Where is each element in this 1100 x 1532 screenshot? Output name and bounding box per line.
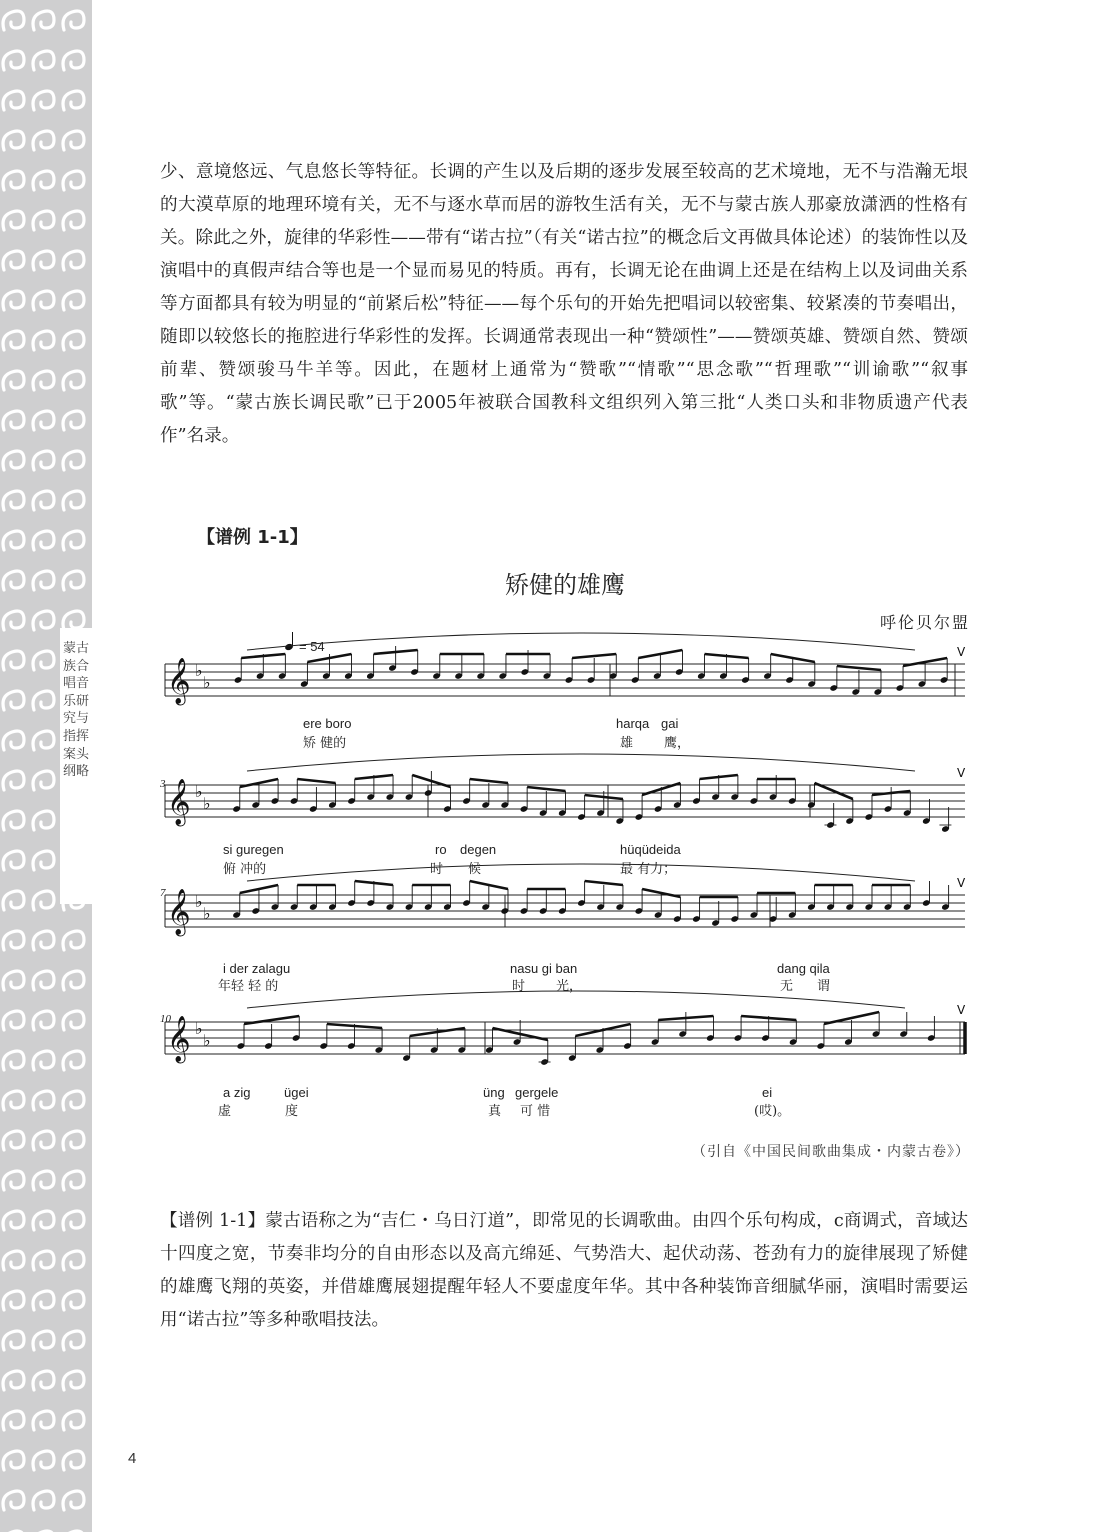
ornament-scroll [33, 131, 54, 150]
lyric-mongolian: gergele [515, 1085, 559, 1100]
ornament-scroll [3, 851, 24, 870]
ornament-scroll [33, 1411, 54, 1430]
page-number: 4 [128, 1450, 137, 1467]
lyric-mongolian: nasu gi ban [510, 961, 578, 976]
ornament-scroll [63, 971, 84, 990]
measure-number: 10 [160, 1013, 171, 1025]
ornament-scroll [3, 971, 24, 990]
beam [837, 666, 881, 670]
ornament-scroll [33, 51, 54, 70]
ornament-scroll [63, 211, 84, 230]
lyric-chinese: 俯 冲的 [223, 862, 267, 877]
ornament-scroll [63, 331, 84, 350]
phrase-slur [247, 754, 915, 771]
ornament-scroll [33, 811, 54, 830]
ornament-scroll [33, 331, 54, 350]
ornament-scroll [3, 1411, 24, 1430]
ornament-scroll [63, 1411, 84, 1430]
ornament-scroll [63, 1491, 84, 1510]
flat-icon: ♭ [195, 892, 203, 911]
ornament-scroll [33, 1011, 54, 1030]
example-label: 【谱例 1-1】 [197, 527, 308, 548]
beam [297, 779, 335, 783]
ornament-scroll [3, 531, 24, 550]
ornament-scroll [63, 1131, 84, 1150]
ornament-scroll [63, 1331, 84, 1350]
ornament-scroll [33, 251, 54, 270]
ornament-scroll [33, 491, 54, 510]
lyric-mongolian: si guregen [223, 842, 284, 857]
measure-number: 7 [160, 887, 166, 899]
lyric-mongolian: ügei [284, 1085, 309, 1100]
ornament-scroll [33, 531, 54, 550]
lyric-mongolian: degen [460, 842, 497, 857]
ornament-scroll [3, 691, 24, 710]
ornament-scroll [3, 91, 24, 110]
ornament-scroll [63, 1051, 84, 1070]
ornament-scroll [3, 1491, 24, 1510]
lyric-mongolian: ere boro [303, 716, 352, 731]
tempo-text: = 54 [299, 639, 325, 654]
ornament-scroll [33, 651, 54, 670]
body-paragraph-1: 少、意境悠远、气息悠长等特征。长调的产生以及后期的逐步发展至较高的艺术境地，无不与浩瀚无垠的大漠草原的地理环境有关，无不与逐水草而居的游牧生活有关，无不与蒙古族人那豪放潇洒的性格有关。除此之外，旋律的华彩性——带有“诺古拉”（有关“诺古拉”的概念后文再做具体论述）的装饰性以及演唱中的真假声结合等也是一个显而易见的特质。再有，长调无论在曲调上还是在结构上以及词曲关系等方面都具有较为明显的“前紧后松”特征——每个乐句的开始先把唱词以较密集、较紧凑的节奏唱出，随即以较悠长的拖腔进行华彩性的发挥。长调通常表现出一种“赞颂性”——赞颂英雄、赞颂自然、赞颂前辈、赞颂骏马牛羊等。因此，在题材上通常为“赞歌”“情歌”“思念歌”“哲理歌”“训谕歌”“叙事歌”等。“蒙古族长调民歌”已于2005年被联合国教科文组织列入第三批“人类口头和非物质遗产代表作”名录。 [160, 162, 968, 446]
lyric-mongolian: hüqüdeida [620, 842, 681, 857]
ornament-scroll [33, 1211, 54, 1230]
ornament-scroll [3, 411, 24, 430]
ornament-scroll [63, 251, 84, 270]
ornament-scroll [33, 851, 54, 870]
lyric-mongolian: i der zalagu [223, 961, 291, 976]
ornament-scroll [33, 691, 54, 710]
lyric-chinese: 可 惜 [520, 1104, 551, 1119]
ornament-scroll [3, 251, 24, 270]
lyric-mongolian: üng [483, 1085, 505, 1100]
ornament-scroll [33, 1131, 54, 1150]
lyric-chinese: 矫 健的 [303, 736, 347, 751]
ornament-scroll [3, 931, 24, 950]
flat-icon: ♭ [195, 661, 203, 680]
ornament-scroll [63, 491, 84, 510]
ornament-scroll [3, 491, 24, 510]
ornament-scroll [63, 1251, 84, 1270]
ornament-scroll [63, 931, 84, 950]
ornament-scroll [3, 1131, 24, 1150]
lyric-mongolian: harqa [616, 716, 650, 731]
flat-icon: ♭ [203, 673, 211, 692]
ornament-scroll [3, 51, 24, 70]
ornament-scroll [3, 1211, 24, 1230]
ornament-scroll [63, 51, 84, 70]
lyric-mongolian: a zig [223, 1085, 251, 1100]
music-score [150, 630, 980, 1135]
ornament-scroll [3, 291, 24, 310]
ornament-scroll [33, 1371, 54, 1390]
lyric-chinese: 度 [285, 1104, 299, 1119]
ornament-scroll [3, 771, 24, 790]
treble-clef-icon: 𝄞 [167, 658, 191, 704]
lyric-mongolian: ro [435, 842, 447, 857]
treble-clef-icon: 𝄞 [167, 779, 191, 825]
ornament-scroll [33, 171, 54, 190]
ornament-scroll [3, 371, 24, 390]
beam [244, 1016, 299, 1024]
ornament-scroll [33, 1451, 54, 1470]
ornament-scroll [33, 1251, 54, 1270]
ornament-scroll [33, 731, 54, 750]
phrase-slur [247, 633, 915, 650]
ornament-scroll [33, 1091, 54, 1110]
ornament-scroll [3, 1451, 24, 1470]
ornament-scroll [33, 211, 54, 230]
lyric-chinese: 谓 [817, 979, 831, 994]
beam [585, 881, 623, 885]
treble-clef-icon: 𝄞 [167, 1016, 191, 1062]
ornament-scroll [33, 771, 54, 790]
ornament-scroll [3, 1011, 24, 1030]
flat-icon: ♭ [203, 794, 211, 813]
lyric-chinese: 最 有力； [620, 862, 677, 877]
lyric-mongolian: dang qila [777, 961, 830, 976]
song-region: 呼伦贝尔盟 [879, 613, 970, 632]
ornament-scroll [63, 91, 84, 110]
phrase-slur [247, 864, 915, 881]
ornament-scroll [3, 11, 24, 30]
beam [470, 779, 508, 783]
treble-clef-icon: 𝄞 [167, 889, 191, 935]
ornament-scroll [63, 1211, 84, 1230]
lyric-chinese: 真 [488, 1104, 502, 1119]
ornament-scroll [33, 1051, 54, 1070]
ornament-scroll [63, 291, 84, 310]
ornament-scroll [33, 1171, 54, 1190]
ornament-scroll [63, 1171, 84, 1190]
ornament-scroll [63, 171, 84, 190]
ornament-scroll [33, 371, 54, 390]
lyric-mongolian: ei [762, 1085, 773, 1100]
ornament-scroll [33, 611, 54, 630]
flat-icon: ♭ [203, 904, 211, 923]
ornament-scroll [63, 411, 84, 430]
ornament-scroll [63, 1371, 84, 1390]
ornament-scroll [3, 731, 24, 750]
lyric-chinese: 鹰， [664, 736, 691, 751]
flat-icon: ♭ [195, 782, 203, 801]
ornament-scroll [3, 1291, 24, 1310]
ornament-scroll [63, 451, 84, 470]
lyric-chinese: 年轻 轻 的 [218, 979, 279, 994]
ornament-scroll [63, 1291, 84, 1310]
lyric-chinese: 光， [556, 979, 583, 994]
book-title-vertical: 蒙古族合唱音乐研究与指挥案头纲略 [62, 641, 89, 780]
ornament-scroll [63, 11, 84, 30]
breath-mark-icon: V [957, 1003, 966, 1017]
ornament-scroll [63, 131, 84, 150]
ornament-scroll [33, 451, 54, 470]
lyric-chinese: 候 [468, 862, 482, 877]
breath-mark-icon: V [957, 876, 966, 890]
ornament-scroll [33, 1491, 54, 1510]
lyric-chinese: 时 [430, 862, 444, 877]
source-citation: （引自《中国民间歌曲集成・内蒙古卷》） [692, 1144, 970, 1160]
ornament-scroll [3, 651, 24, 670]
lyric-mongolian: gai [661, 716, 679, 731]
lyric-chinese: 雄 [620, 736, 634, 751]
ornament-scroll [3, 1371, 24, 1390]
ornament-scroll [3, 331, 24, 350]
ornament-scroll [33, 11, 54, 30]
lyric-chinese: 时 [512, 979, 526, 994]
lyric-chinese: (哎)。 [754, 1104, 791, 1119]
ornament-scroll [63, 1011, 84, 1030]
lyric-chinese: 无 [780, 979, 794, 994]
flat-icon: ♭ [203, 1031, 211, 1050]
ornament-scroll [33, 91, 54, 110]
ornament-scroll [33, 1331, 54, 1350]
ornament-scroll [3, 1171, 24, 1190]
ornament-scroll [33, 891, 54, 910]
ornament-scroll [3, 811, 24, 830]
ornament-scroll [3, 1051, 24, 1070]
ornament-scroll [33, 931, 54, 950]
ornament-scroll [3, 1251, 24, 1270]
ornament-scroll [3, 171, 24, 190]
body-paragraph-2: 【谱例 1-1】蒙古语称之为“吉仁・乌日汀道”，即常见的长调歌曲。由四个乐句构成，c商调式，音域达十四度之宽，节奏非均分的自由形态以及高亢绵延、气势浩大、起伏动荡、苍劲有力的旋律展现了矫健的雄鹰飞翔的英姿，并借雄鹰展翅提醒年轻人不要虚度年华。其中各种装饰音细腻华丽，演唱时需要运用“诺古拉”等多种歌唱技法。 [160, 1211, 968, 1330]
ornament-scroll [63, 371, 84, 390]
lyric-chinese: 虚 [218, 1104, 232, 1119]
ornament-scroll [3, 451, 24, 470]
ornament-scroll [3, 891, 24, 910]
breath-mark-icon: V [957, 766, 966, 780]
ornament-scroll [3, 611, 24, 630]
song-title: 矫健的雄鹰 [505, 571, 625, 599]
ornament-scroll [33, 291, 54, 310]
ornament-scroll [3, 211, 24, 230]
beam [572, 654, 616, 658]
ornament-scroll [33, 411, 54, 430]
ornament-scroll [33, 971, 54, 990]
breath-mark-icon: V [957, 645, 966, 659]
measure-number: 3 [160, 778, 166, 790]
flat-icon: ♭ [195, 1019, 203, 1038]
ornament-scroll [63, 1091, 84, 1110]
ornament-scroll [63, 1451, 84, 1470]
ornament-scroll [33, 1291, 54, 1310]
beam [527, 787, 565, 791]
ornament-scroll [3, 131, 24, 150]
ornament-scroll [63, 531, 84, 550]
ornament-scroll [3, 1331, 24, 1350]
ornament-scroll [3, 1091, 24, 1110]
